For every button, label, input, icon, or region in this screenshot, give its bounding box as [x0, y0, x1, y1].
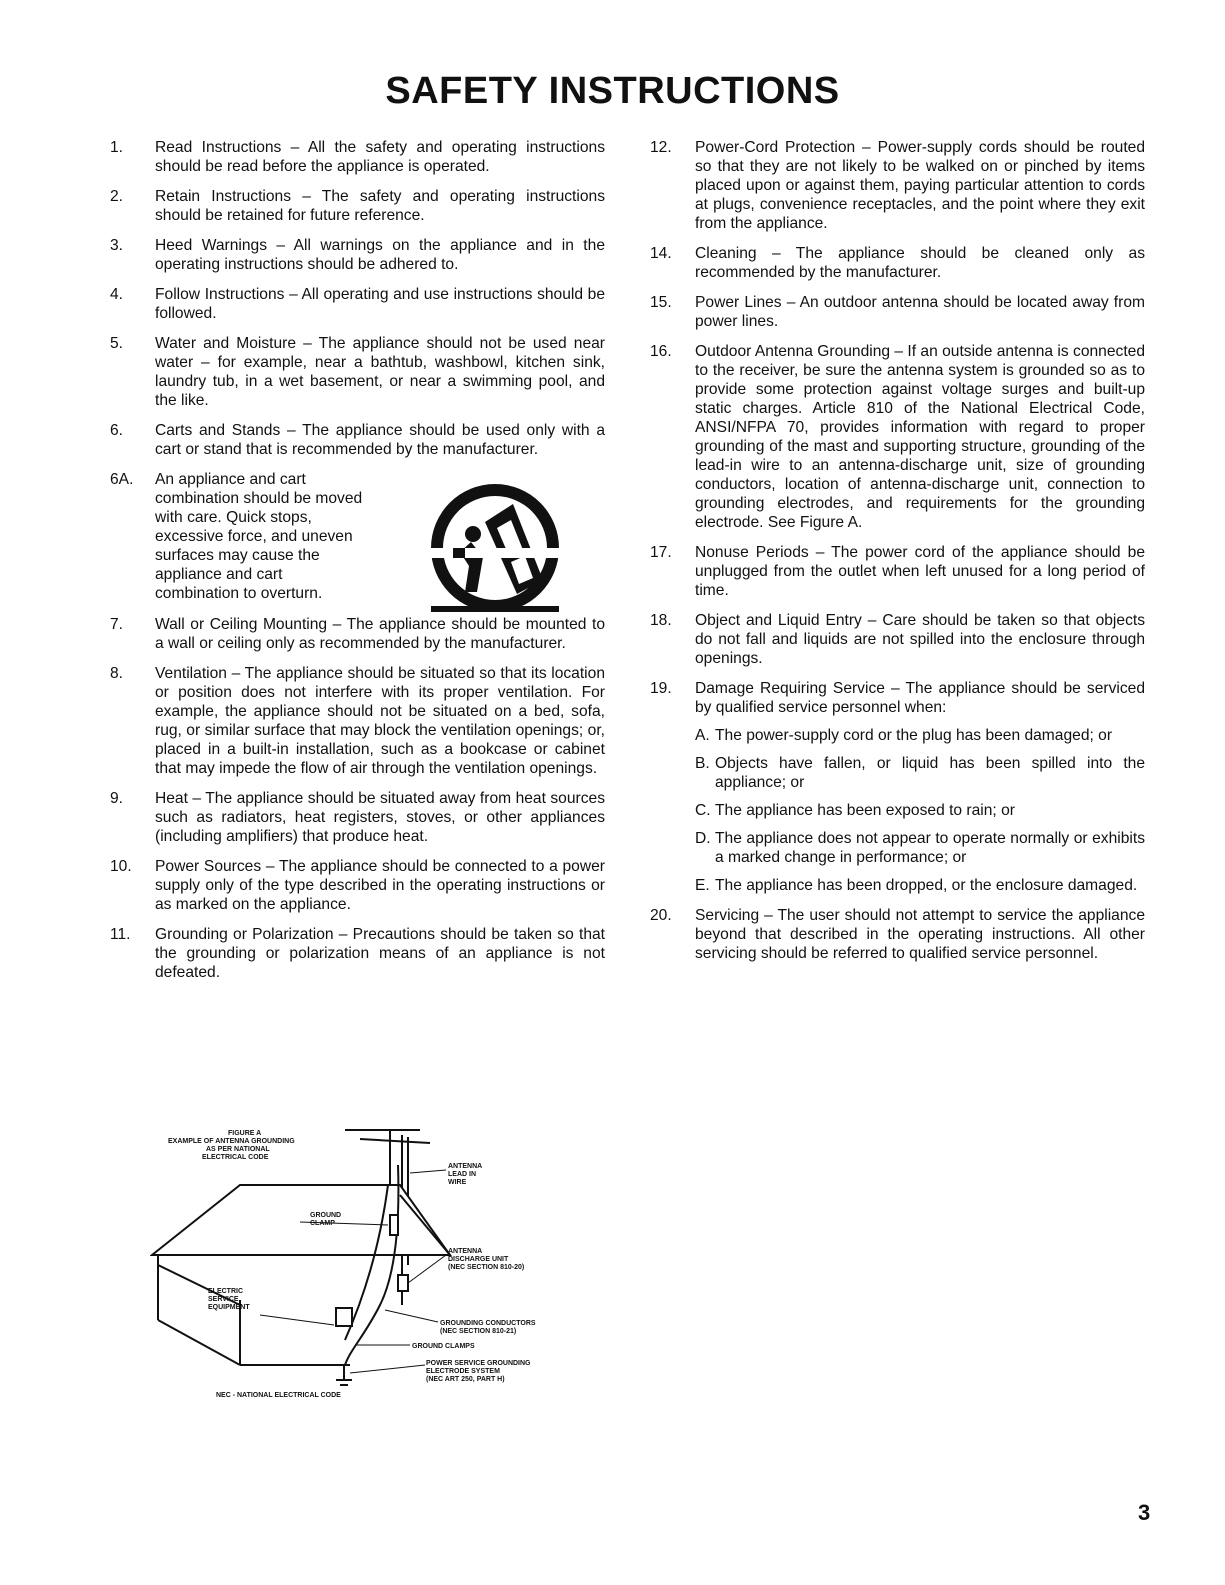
sub-item — [695, 754, 1145, 792]
antenna-lead-label: LEAD IN — [448, 1171, 476, 1178]
sub-item — [695, 829, 1145, 867]
nec-footnote: NEC - NATIONAL ELECTRICAL CODE — [216, 1392, 341, 1399]
list-item — [650, 293, 1145, 331]
item-number: 14. — [650, 245, 672, 262]
item-number: 3. — [110, 237, 124, 254]
item-number: 4. — [110, 286, 124, 303]
item-text: Servicing – The user should not attempt to service the appliance beyond that described in the operating instructions. All other servicing should be referred to qualified service personnel. — [695, 907, 1145, 962]
item-text: Retain Instructions – The safety and operating instructions should be retained for future reference. — [155, 188, 605, 224]
page-number: 3 — [1138, 1500, 1151, 1525]
item-number: 7. — [110, 616, 124, 633]
sub-text: The appliance has been exposed to rain; or — [715, 802, 1015, 819]
discharge-unit-label: ANTENNA — [448, 1248, 483, 1255]
item-text: Ventilation – The appliance should be situated so that its location or position does not interfere with its proper ventilation. For example, the appliance should not be situated on a bed, sofa, rug, or similar surface that may block the ventilation openings; or, placed in a built-in installation, such as a bookcase or cabinet that may impede the flow of air through the ventilation openings. — [155, 665, 605, 777]
sub-letter: A. — [695, 727, 710, 744]
sub-text: The appliance has been dropped, or the enclosure damaged. — [715, 877, 1138, 894]
item-text: Outdoor Antenna Grounding – If an outside antenna is connected to the receiver, be sure the antenna system is grounded so as to provide some protection against voltage surges and built-up static charges. Article 810 of the National Electrical Code, ANSI/NFPA 70, provides information with regard to proper grounding of the mast and supporting structure, grounding of the lead-in wire to an antenna-discharge unit, size of grounding conductors, location of antenna-discharge unit, connection to grounding electrodes, and requirements for the grounding electrode. See Figure A. — [695, 343, 1145, 531]
item-number: 20. — [650, 907, 672, 924]
discharge-unit-label: DISCHARGE UNIT — [448, 1256, 509, 1263]
sub-text: The power-supply cord or the plug has been damaged; or — [715, 727, 1113, 744]
item-text: Water and Moisture – The appliance should not be used near water – for example, near a bathtub, washbowl, kitchen sink, laundry tub, in a wet basement, or near a swimming pool, and the like. — [155, 335, 605, 409]
grounding-conductors-label: GROUNDING CONDUCTORS — [440, 1320, 536, 1327]
item-number: 2. — [110, 188, 124, 205]
list-item — [650, 543, 1145, 600]
item-text: Power-Cord Protection – Power-supply cords should be routed so that they are not likely to be walked on or pinched by items placed upon or against them, paying particular attention to cords at plugs, convenience receptacles, and the point where they exit from the appliance. — [695, 139, 1145, 232]
list-item — [110, 664, 605, 778]
electric-service-label: EQUIPMENT — [208, 1304, 250, 1311]
list-item — [650, 342, 1145, 532]
item-number: 18. — [650, 612, 672, 629]
item-number: 11. — [110, 926, 131, 943]
discharge-unit-label: (NEC SECTION 810-20) — [448, 1264, 525, 1271]
item-text: Heed Warnings – All warnings on the appliance and in the operating instructions should be adhered to. — [155, 237, 605, 273]
item-number: 6A. — [110, 471, 134, 488]
list-item — [650, 244, 1145, 282]
item-text: An appliance and cart combination should be moved with care. Quick stops, excessive force, and uneven surfaces may cause the appliance and cart combination to overturn. — [155, 471, 363, 602]
item-text: Power Sources – The appliance should be connected to a power supply only of the type described in the operating instructions or as marked on the appliance. — [155, 858, 605, 913]
list-item — [110, 334, 605, 410]
list-item — [650, 138, 1145, 233]
list-item — [110, 187, 605, 225]
item-text: Nonuse Periods – The power cord of the appliance should be unplugged from the outlet when left unused for a long period of time. — [695, 544, 1145, 599]
sub-letter: D. — [695, 830, 711, 847]
list-item — [110, 857, 605, 914]
figure-title-line: ELECTRICAL CODE — [202, 1154, 269, 1161]
sub-letter: E. — [695, 877, 710, 894]
figure-title-line: FIGURE A — [228, 1130, 262, 1137]
item-number: 15. — [650, 294, 672, 311]
item-text: Grounding or Polarization – Precautions should be taken so that the grounding or polarization means of an appliance is not defeated. — [155, 926, 605, 981]
item-text: Damage Requiring Service – The appliance should be serviced by qualified service personnel when: — [695, 680, 1145, 716]
sub-item — [695, 726, 1145, 745]
ground-clamp-label: GROUND — [310, 1212, 342, 1219]
sub-list — [695, 726, 1145, 895]
ground-clamps-label: GROUND CLAMPS — [412, 1343, 475, 1350]
item-text: Carts and Stands – The appliance should be used only with a cart or stand that is recommended by the manufacturer. — [155, 422, 605, 458]
list-item — [650, 906, 1145, 963]
right-column — [650, 138, 1145, 974]
item-number: 5. — [110, 335, 124, 352]
antenna-grounding-figure — [150, 1125, 570, 1415]
list-item — [650, 611, 1145, 668]
list-item — [650, 679, 1145, 717]
item-text: Object and Liquid Entry – Care should be taken so that objects do not fall and liquids are not spilled into the enclosure through openings. — [695, 612, 1145, 667]
sub-letter: B. — [695, 755, 710, 772]
item-text: Read Instructions – All the safety and operating instructions should be read before the appliance is operated. — [155, 139, 605, 175]
item-number: 17. — [650, 544, 672, 561]
antenna-lead-label: WIRE — [448, 1179, 467, 1186]
sub-item — [695, 876, 1145, 895]
item-number: 19. — [650, 680, 672, 697]
electric-service-label: ELECTRIC — [208, 1288, 243, 1295]
item-number: 8. — [110, 665, 124, 682]
power-service-label: (NEC ART 250, PART H) — [426, 1376, 505, 1383]
list-item — [110, 925, 605, 982]
sub-item — [695, 801, 1145, 820]
item-text: Cleaning – The appliance should be cleaned only as recommended by the manufacturer. — [695, 245, 1145, 281]
electric-service-label: SERVICE — [208, 1296, 239, 1303]
item-text: Wall or Ceiling Mounting – The appliance should be mounted to a wall or ceiling only as recommended by the manufacturer. — [155, 616, 605, 652]
ground-clamp-label: CLAMP — [310, 1220, 335, 1227]
page-title: SAFETY INSTRUCTIONS — [385, 70, 840, 112]
item-number: 1. — [110, 139, 124, 156]
sub-text: The appliance does not appear to operate normally or exhibits a marked change in performance; or — [715, 830, 1145, 866]
item-number: 16. — [650, 343, 672, 360]
figure-title-line: AS PER NATIONAL — [206, 1146, 270, 1153]
item-text: Power Lines – An outdoor antenna should be located away from power lines. — [695, 294, 1145, 330]
item-text: Follow Instructions – All operating and use instructions should be followed. — [155, 286, 605, 322]
grounding-conductors-label: (NEC SECTION 810-21) — [440, 1328, 517, 1335]
power-service-label: ELECTRODE SYSTEM — [426, 1368, 500, 1375]
sub-letter: C. — [695, 802, 711, 819]
list-item — [110, 789, 605, 846]
list-item — [110, 421, 605, 459]
list-item — [110, 138, 605, 176]
sub-text: Objects have fallen, or liquid has been spilled into the appliance; or — [715, 755, 1145, 791]
item-text: Heat – The appliance should be situated away from heat sources such as radiators, heat registers, stoves, or other appliances (including amplifiers) that produce heat. — [155, 790, 605, 845]
item-number: 10. — [110, 858, 132, 875]
item-number: 12. — [650, 139, 672, 156]
figure-title-line: EXAMPLE OF ANTENNA GROUNDING — [168, 1138, 295, 1145]
antenna-lead-label: ANTENNA — [448, 1163, 483, 1170]
list-item — [110, 285, 605, 323]
power-service-label: POWER SERVICE GROUNDING — [426, 1360, 531, 1367]
item-number: 9. — [110, 790, 124, 807]
cart-warning-icon — [425, 482, 565, 622]
item-number: 6. — [110, 422, 124, 439]
list-item — [110, 236, 605, 274]
